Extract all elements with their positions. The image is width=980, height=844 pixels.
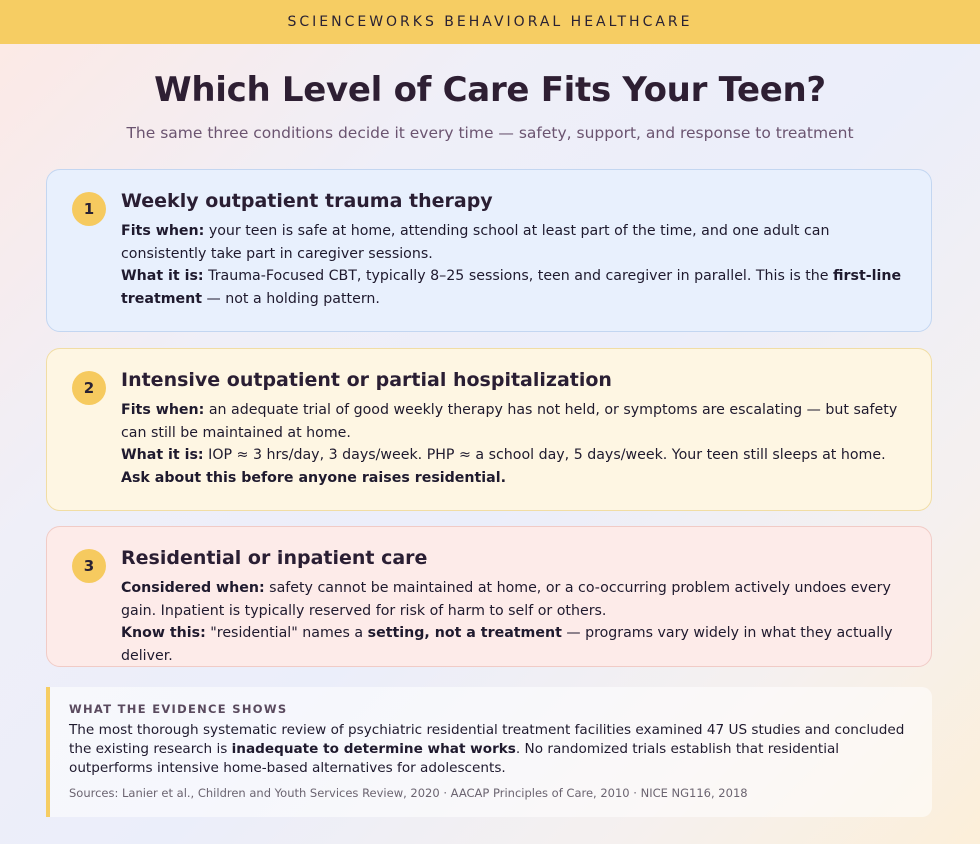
brand-name: SCIENCEWORKS BEHAVIORAL HEALTHCARE: [287, 14, 693, 30]
what-it-is-body: IOP ≈ 3 hrs/day, 3 days/week. PHP ≈ a school day, 5 days/week. Your teen still sleeps at home.: [203, 447, 886, 463]
fits-when-text: [121, 399, 903, 444]
what-it-is-text: [121, 265, 903, 310]
considered-when-label: Considered when:: [121, 580, 265, 596]
card-title: Residential or inpatient care: [121, 547, 428, 569]
evidence-body: The most thorough systematic review of psychiatric residential treatment facilities examined 47 US studies and concluded the existing research is: [69, 722, 905, 757]
know-this-text: [121, 622, 903, 667]
card-title: Weekly outpatient trauma therapy: [121, 190, 493, 212]
what-it-is-body: Trauma-Focused CBT, typically 8–25 sessions, teen and caregiver in parallel. This is the: [203, 268, 834, 284]
card-title: Intensive outpatient or partial hospitalization: [121, 369, 612, 391]
considered-when-body: safety cannot be maintained at home, or a co-occurring problem actively undoes every gain. Inpatient is typically reserved for risk of harm to self or others.: [121, 580, 891, 619]
what-it-is-emphasis: first-line treatment: [121, 268, 902, 307]
know-this-emphasis: setting, not a treatment: [367, 625, 562, 641]
brand-banner: [0, 0, 980, 44]
fits-when-label: Fits when:: [121, 402, 205, 418]
what-it-is-label: What it is:: [121, 447, 204, 463]
evidence-body-tail: . No randomized trials establish that residential outperforms intensive home-based alternatives for adolescents.: [69, 741, 840, 776]
what-it-is-text: [121, 444, 903, 489]
care-level-card-outpatient: [46, 169, 932, 332]
step-number-badge: 1: [72, 192, 106, 226]
step-number-badge: 2: [72, 371, 106, 405]
know-this-body: "residential" names a: [205, 625, 368, 641]
considered-when-text: [121, 577, 903, 622]
what-it-is-emphasis: Ask about this before anyone raises residential.: [121, 469, 506, 486]
step-number-badge: 3: [72, 549, 106, 583]
what-it-is-label: What it is:: [121, 268, 204, 284]
care-level-card-intensive: [46, 348, 932, 511]
evidence-label: WHAT THE EVIDENCE SHOWS: [69, 702, 288, 716]
evidence-emphasis: inadequate to determine what works: [231, 741, 516, 757]
what-it-is-tail: — not a holding pattern.: [202, 290, 380, 307]
know-this-label: Know this:: [121, 625, 206, 641]
fits-when-body: your teen is safe at home, attending school at least part of the time, and one adult can consistently take part in caregiver sessions.: [121, 223, 830, 262]
fits-when-label: Fits when:: [121, 223, 205, 239]
fits-when-body: an adequate trial of good weekly therapy has not held, or symptoms are escalating — but safety can still be maintained at home.: [121, 402, 898, 441]
fits-when-text: [121, 220, 903, 265]
page-subtitle: The same three conditions decide it every time — safety, support, and response to treatment: [126, 124, 854, 142]
know-this-tail: — programs vary widely in what they actually deliver.: [121, 625, 893, 664]
care-level-card-residential: [46, 526, 932, 667]
evidence-text: [69, 721, 912, 778]
evidence-sources: Sources: Lanier et al., Children and Youth Services Review, 2020 · AACAP Principles of Care, 2010 · NICE NG116, 2018: [69, 786, 748, 800]
page-title: Which Level of Care Fits Your Teen?: [154, 70, 826, 110]
evidence-callout: [46, 687, 932, 817]
